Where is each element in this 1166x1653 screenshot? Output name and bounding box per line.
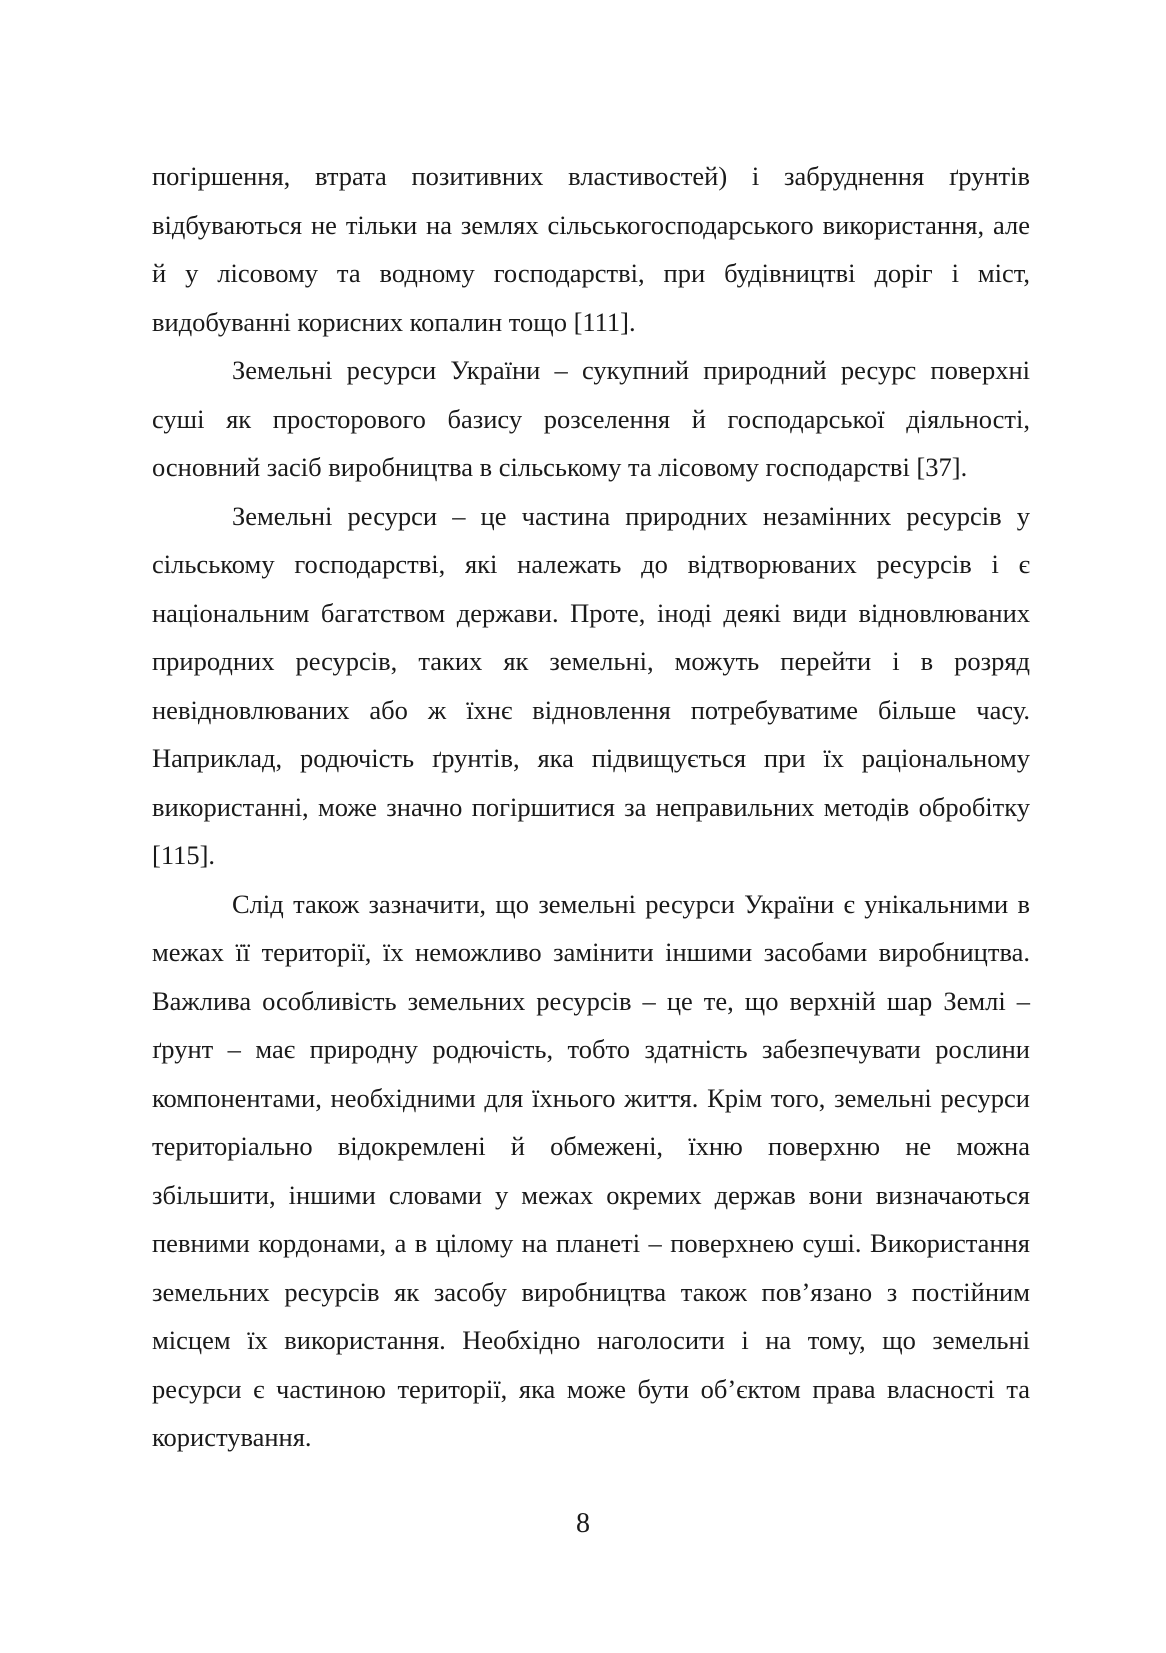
paragraph-land-resources-uniqueness: Слід також зазначити, що земельні ресурси України є унікальними в межах її території, їх неможливо замінити іншими засобами виробництва. Важлива особливість земельних ресурсів – це те, що верхній шар Землі – ґрунт – має природну родючість, тобто здатність забезпечувати рослини компонентами, необхідними для їхнього життя. Крім того, земельні ресурси територіально відокремлені й обмежені, їхню поверхню не можна збільшити, іншими словами у межах окремих держав вони визначаються певними кордонами, а в цілому на планеті – поверхнею суші. Використання земельних ресурсів як засобу виробництва також пов’язано з постійним місцем їх використання. Необхідно наголосити і на тому, що земельні ресурси є частиною території, яка може бути об’єктом права власності та користування. xyxy=(152,888,1030,1452)
paragraph-land-resources-renewability: Земельні ресурси – це частина природних незамінних ресурсів у сільському господарстві, які належать до відтворюваних ресурсів і є національним багатством держави. Проте, іноді деякі види відновлюваних природних ресурсів, таких як земельні, можуть перейти і в розряд невідновлюваних або ж їхнє відновлення потребуватиме більше часу. Наприклад, родючість ґрунтів, яка підвищується при їх раціональному використанні, може значно погіршитися за неправильних методів обробітку [115]. xyxy=(152,500,1030,870)
body-text xyxy=(152,152,1030,1462)
paragraph-continuation: погіршення, втрата позитивних властивостей) і забруднення ґрунтів відбуваються не тільки на землях сільськогосподарського використання, але й у лісовому та водному господарстві, при будівництві доріг і міст, видобуванні корисних копалин тощо [111]. xyxy=(152,161,1030,337)
paragraph-land-resources-definition: Земельні ресурси України – сукупний природний ресурс поверхні суші як просторового базису розселення й господарської діяльності, основний засіб виробництва в сільському та лісовому господарстві [37]. xyxy=(152,355,1030,482)
page-number: 8 xyxy=(576,1508,590,1539)
